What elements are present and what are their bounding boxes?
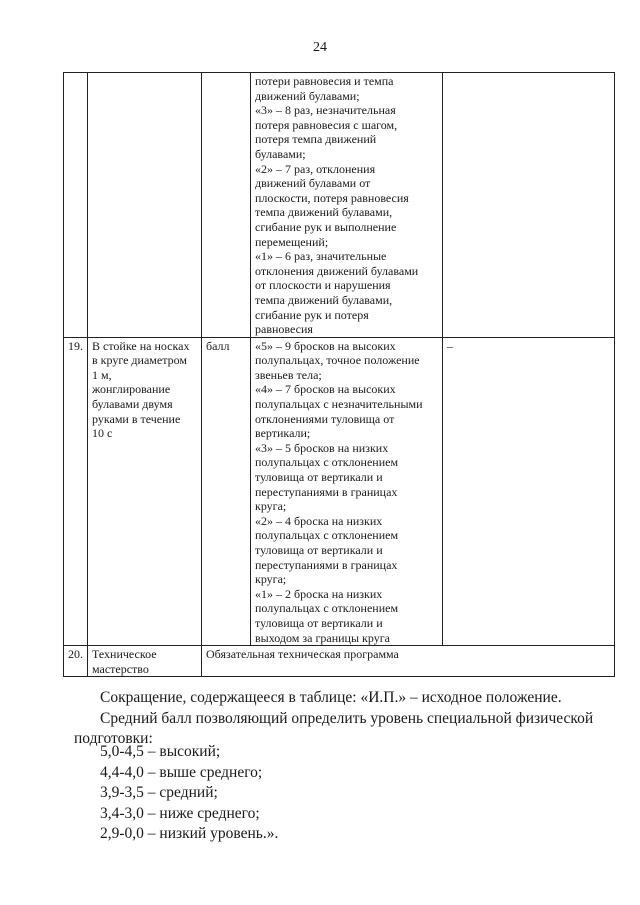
- criteria-line: «1» – 6 раз, значительные: [255, 249, 387, 264]
- row-number: 20.: [64, 646, 88, 677]
- test-line: жонглирование: [92, 382, 171, 397]
- criteria-line: «4» – 7 бросков на высоких: [255, 382, 396, 397]
- score-levels-list: [100, 742, 620, 845]
- criteria-line: движений булавами от: [255, 176, 371, 191]
- continuation-row: [64, 73, 615, 338]
- score-level: 3,9-3,5 – средний;: [100, 784, 218, 801]
- table-row-19: [64, 337, 615, 645]
- criteria-line: от плоскости и нарушения: [255, 278, 391, 293]
- criteria-line: туловища от вертикали и: [255, 543, 383, 557]
- criteria-line: сгибание рук и выполнение: [255, 219, 397, 234]
- criteria-line: перемещений;: [255, 234, 329, 249]
- criteria-line: полупальцах с отклонением: [255, 455, 399, 470]
- criteria-line: сгибание рук и потеря: [255, 307, 369, 322]
- criteria-line: «2» – 7 раз, отклонения: [255, 161, 376, 176]
- average-score-intro: Средний балл позволяющий определить уровень специальной физической: [100, 710, 594, 727]
- continuation-number-cell: [64, 73, 88, 338]
- norms-table: [63, 72, 615, 677]
- score-level: 4,4-4,0 – выше среднего;: [100, 763, 263, 781]
- continuation-unit-cell: [202, 73, 251, 338]
- test-line: В стойке на носках: [92, 338, 190, 353]
- criteria-line: полупальцах с отклонением: [255, 601, 399, 616]
- criteria-line: вертикали;: [255, 426, 311, 441]
- criteria-line: круга;: [255, 499, 287, 514]
- table-row-20: [64, 646, 615, 677]
- criteria-cell: [251, 337, 443, 645]
- criteria-line: туловища от вертикали и: [255, 615, 383, 630]
- criteria-line: потери равновесия и темпа: [255, 74, 394, 88]
- continuation-note-cell: [443, 73, 615, 338]
- test-line: мастерство: [92, 661, 149, 676]
- score-level: 5,0-4,5 – высокий;: [100, 743, 221, 760]
- test-description-cell: [88, 646, 202, 677]
- criteria-line: «3» – 8 раз, незначительная: [255, 103, 396, 118]
- criteria-line: темпа движений булавами,: [255, 292, 393, 307]
- test-line: 1 м,: [92, 367, 112, 382]
- criteria-line: потеря темпа движений: [255, 132, 377, 147]
- criteria-line: «2» – 4 броска на низких: [255, 513, 383, 528]
- test-line: 10 с: [92, 426, 113, 441]
- criteria-line: отклонениями туловища от: [255, 411, 395, 426]
- continuation-test-cell: [88, 73, 202, 338]
- score-level: 2,9-0,0 – низкий уровень.».: [100, 825, 279, 842]
- criteria-line: полупальцах с отклонением: [255, 528, 399, 543]
- criteria-line: круга;: [255, 572, 287, 587]
- criteria-line: переступаниями в границах: [255, 484, 398, 499]
- criteria-line: потеря равновесия с шагом,: [255, 117, 398, 132]
- criteria-line: полупальцах с незначительными: [255, 397, 423, 412]
- test-line: в круге диаметром: [92, 353, 187, 368]
- criteria-line: туловища от вертикали и: [255, 470, 383, 485]
- program-cell: Обязательная техническая программа: [202, 646, 615, 677]
- criteria-line: «1» – 2 броска на низких: [255, 586, 383, 601]
- criteria-line: булавами;: [255, 146, 306, 161]
- criteria-line: полупальцах, точное положение: [255, 353, 420, 368]
- continuation-criteria-cell: [251, 73, 443, 338]
- test-description-cell: [88, 337, 202, 645]
- criteria-line: переступаниями в границах: [255, 557, 398, 572]
- test-line: Техническое: [92, 647, 157, 662]
- criteria-line: «5» – 9 бросков на высоких: [255, 338, 396, 353]
- criteria-line: темпа движений булавами,: [255, 205, 393, 220]
- test-line: булавами двумя: [92, 397, 173, 412]
- unit-cell: балл: [202, 337, 251, 645]
- row-number: 19.: [64, 337, 88, 645]
- criteria-line: отклонения движений булавами: [255, 263, 419, 278]
- criteria-line: равновесия: [255, 322, 313, 337]
- page-number: 24: [313, 40, 327, 55]
- criteria-line: выходом за границы круга: [255, 630, 390, 645]
- average-score-intro-cont: подготовки:: [74, 730, 153, 747]
- note-cell: –: [443, 337, 615, 645]
- criteria-line: плоскости, потеря равновесия: [255, 190, 409, 205]
- test-line: руками в течение: [92, 411, 181, 426]
- score-level: 3,4-3,0 – ниже среднего;: [100, 804, 260, 822]
- criteria-line: движений булавами;: [255, 88, 360, 103]
- abbreviation-note: Сокращение, содержащееся в таблице: «И.П.» – исходное положение.: [100, 689, 562, 706]
- criteria-line: звеньев тела;: [255, 367, 322, 382]
- criteria-line: «3» – 5 бросков на низких: [255, 440, 389, 455]
